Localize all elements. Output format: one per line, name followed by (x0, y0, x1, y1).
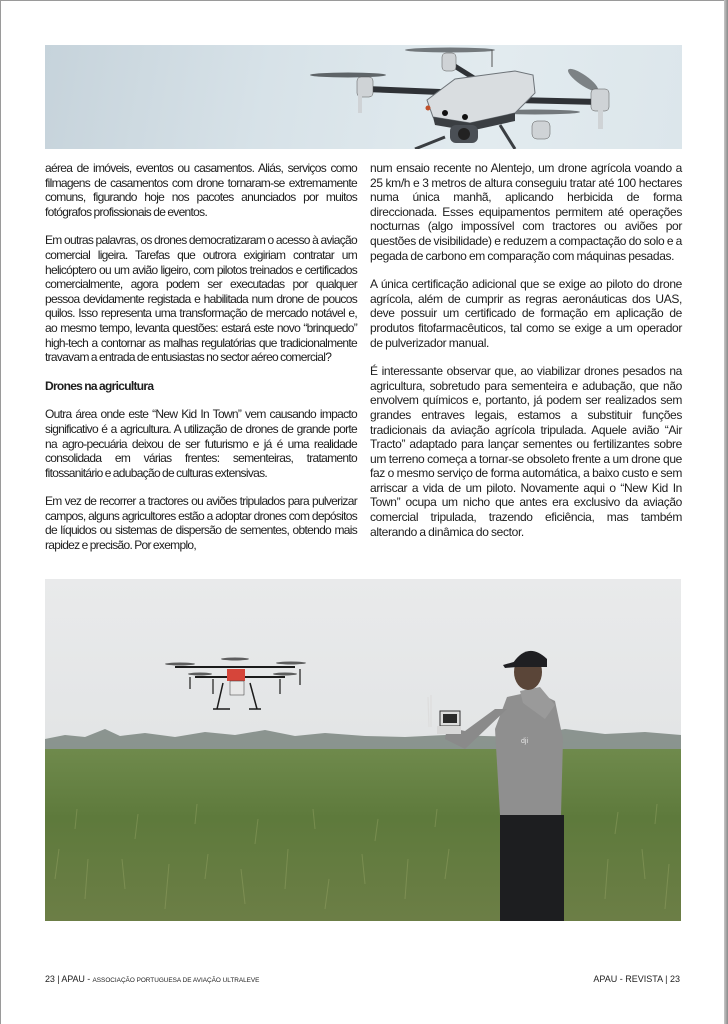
rice-field (45, 749, 681, 921)
drone-leg (598, 109, 603, 129)
camera-lens (458, 128, 470, 140)
motor (442, 53, 456, 71)
footer-organization: ASSOCIAÇÃO PORTUGUESA DE AVIAÇÃO ULTRALEVE (92, 977, 260, 984)
paragraph: É interessante observar que, ao viabilizar drones pesados na agricultura, sobretudo para sementeira e adubação, que não envolvem químicos e, portanto, já podem ser realizados sem grandes entraves legais, estamos a substituir funções tradicionais da aviação agrícola tripulada. Aquele avião “Air Tracto” adaptado para lançar sementes ou fertilizantes sobre um terreno começa a tornar-se obsoleto frente a um drone que faz o mesmo serviço de forma automática, a baixo custo e sem arriscar a vida de um piloto. Novamente aqui o “New Kid In Town” ocupa um nicho que antes era exclusivo da aviação comercial tripulada, trazendo eficiência, mas também alterando a dinâmica do sector. (370, 364, 682, 539)
baseball-cap (513, 651, 547, 667)
motor (591, 89, 609, 111)
paragraph: aérea de imóveis, eventos ou casamentos. Aliás, serviços como filmagens de casamentos com drone tornaram-se extremamente comuns, figurando hoje nos pacotes anunciados por muitos fotógrafos profissionais de eventos. (45, 161, 357, 219)
cap-brim (503, 661, 517, 668)
jacket-logo: dji (521, 738, 529, 745)
paragraph: Outra área onde este “New Kid In Town” vem causando impacto significativo é a agricultura. A utilização de drones de grande porte na agro-pecuária deixou de ser futurismo e já é uma realidade consolidada em várias frentes: sementeiras, tratamento fitossanitário e adubação de culturas extensivas. (45, 407, 357, 480)
agricultural-drone-photo (45, 579, 681, 921)
motor (357, 77, 373, 97)
controller-antenna (428, 697, 429, 727)
propeller (405, 48, 495, 53)
paragraph: num ensaio recente no Alentejo, um drone agrícola voando a 25 km/h e 3 metros de altura conseguiu tratar até 100 hectares numa única manhã, aplicando herbicida de forma direccionada. Esses equipamentos permitem até operações nocturnas (algo impossível com tractores ou aviões por questões de visibilidade) e reduzem a compactação do solo e a pegada de carbono em comparação com máquinas pesadas. (370, 161, 682, 263)
photo-drone-operator-field (45, 579, 681, 921)
drone-leg (415, 137, 445, 149)
quadcopter-drone-illustration (45, 45, 682, 149)
motor (532, 121, 550, 139)
article-column-left (45, 161, 357, 567)
article-column-right (370, 161, 682, 553)
paragraph: Em outras palavras, os drones democratizaram o acesso à aviação comercial ligeira. Tarefas que outrora exigiriam contratar um helicóptero ou um avião ligeiro, com pilotos treinados e certificados comercialmente, agora podem ser executadas por qualquer pessoa devidamente registada e habilitada num drone de poucos quilos. Isso representa uma transformação de mercado notável e, ao mesmo tempo, levanta questões: estará este novo “brinquedo” high-tech a contornar as malhas regulatórias que tradicionalmente travavam a entrada de entusiastas no sector aéreo comercial? (45, 233, 357, 365)
agricultural-hexacopter (165, 658, 306, 710)
paragraph: A única certificação adicional que se exige ao piloto do drone agrícola, além de cumprir as regras aeronáuticas dos UAS, deve possuir um certificado de formação em aplicação de produtos fitofarmacêuticos, tal como se exige a um operador de pulverizador manual. (370, 277, 682, 350)
footer-left (45, 974, 259, 984)
trousers (500, 815, 564, 921)
footer-page-number: 23 (45, 974, 55, 984)
tree-line (45, 729, 681, 751)
drone-light (426, 106, 431, 111)
drone-leg (358, 95, 362, 113)
remote-controller (437, 726, 461, 734)
footer-right (593, 974, 680, 984)
footer-page-number: 23 (669, 974, 680, 984)
sensor (442, 110, 448, 116)
section-heading: Drones na agricultura (45, 378, 154, 393)
footer-magazine-label: APAU - REVISTA (593, 974, 663, 984)
drone-leg (500, 125, 515, 149)
sensor (462, 114, 468, 120)
footer-brand: APAU - (61, 974, 91, 984)
propeller (310, 73, 386, 78)
hero-image-drone (45, 45, 682, 149)
page-edge-shadow (724, 0, 728, 1024)
paragraph: Em vez de recorrer a tractores ou aviões tripulados para pulverizar campos, alguns agricultores estão a adoptar drones com depósitos de líquidos ou sistemas de dispersão de sementes, obtendo mais rapidez e precisão. Por exemplo, (45, 494, 357, 553)
footer-separator: | (57, 974, 60, 984)
footer-separator: | (665, 974, 668, 984)
